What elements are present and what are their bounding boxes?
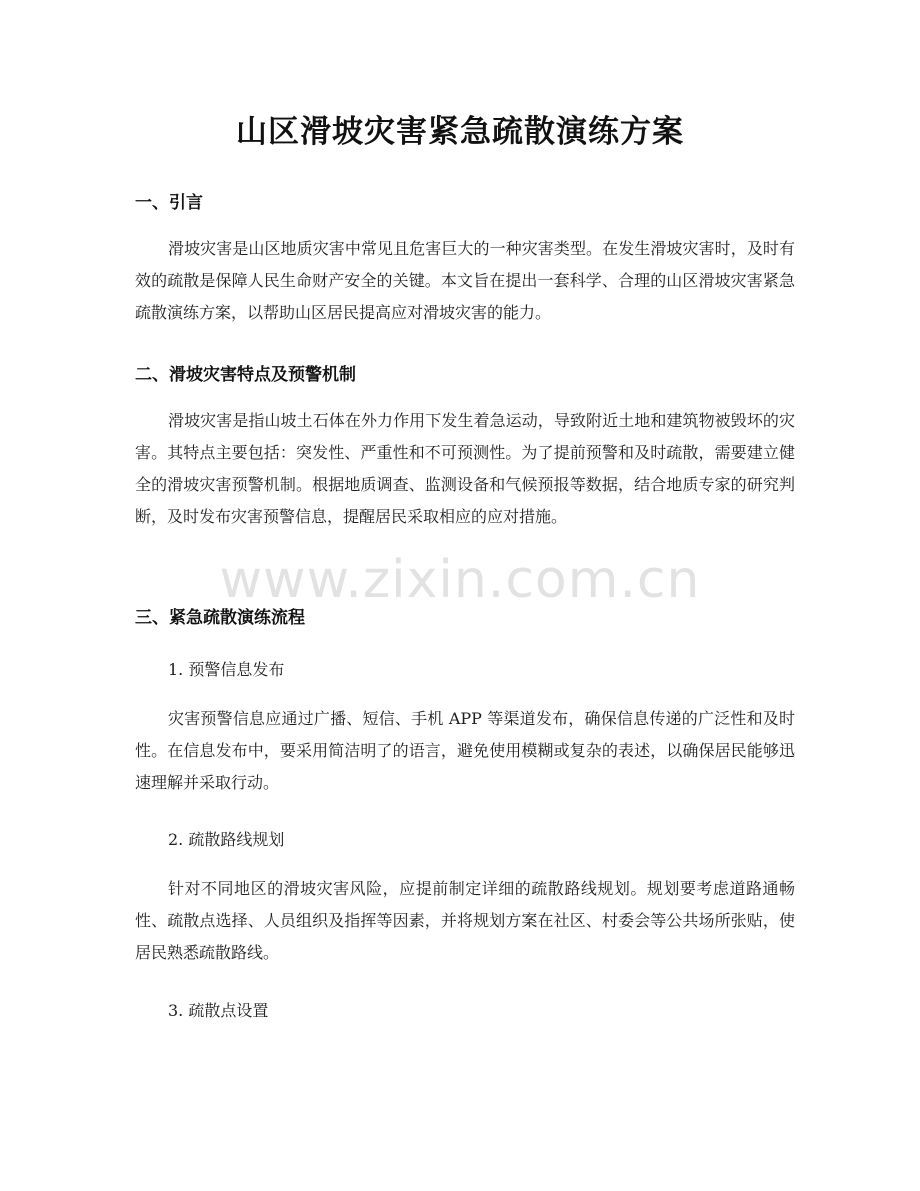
document-title: 山区滑坡灾害紧急疏散演练方案 bbox=[236, 114, 684, 150]
subsection-label-route-planning: 2. 疏散路线规划 bbox=[168, 830, 285, 849]
section-heading-introduction: 一、引言 bbox=[135, 193, 203, 213]
subsection-label-evacuation-points: 3. 疏散点设置 bbox=[168, 1001, 269, 1020]
subsection-paragraph-route-planning: 针对不同地区的滑坡灾害风险，应提前制定详细的疏散路线规划。规划要考虑道路通畅性、疏散点选择、人员组织及指挥等因素，并将规划方案在社区、村委会等公共场所张贴，使居民熟悉疏散路线。 bbox=[135, 879, 795, 962]
subsection-paragraph-warning-release: 灾害预警信息应通过广播、短信、手机 APP 等渠道发布，确保信息传递的广泛性和及时性。在信息发布中，要采用简洁明了的语言，避免使用模糊或复杂的表述，以确保居民能够迅速理解并采取行动。 bbox=[135, 709, 795, 792]
section-paragraph-characteristics: 滑坡灾害是指山坡土石体在外力作用下发生着急运动，导致附近土地和建筑物被毁坏的灾害。其特点主要包括：突发性、严重性和不可预测性。为了提前预警和及时疏散，需要建立健全的滑坡灾害预警机制。根据地质调查、监测设备和气候预报等数据，结合地质专家的研究判断，及时发布灾害预警信息，提醒居民采取相应的应对措施。 bbox=[135, 411, 795, 526]
subsection-label-warning-release: 1. 预警信息发布 bbox=[168, 660, 285, 679]
section-heading-characteristics: 二、滑坡灾害特点及预警机制 bbox=[135, 365, 356, 385]
section-heading-drill-process: 三、紧急疏散演练流程 bbox=[135, 608, 305, 628]
section-paragraph-introduction: 滑坡灾害是山区地质灾害中常见且危害巨大的一种灾害类型。在发生滑坡灾害时，及时有效的疏散是保障人民生命财产安全的关键。本文旨在提出一套科学、合理的山区滑坡灾害紧急疏散演练方案，以帮助山区居民提高应对滑坡灾害的能力。 bbox=[135, 239, 795, 322]
watermark: www.zixin.com.cn bbox=[219, 550, 701, 610]
